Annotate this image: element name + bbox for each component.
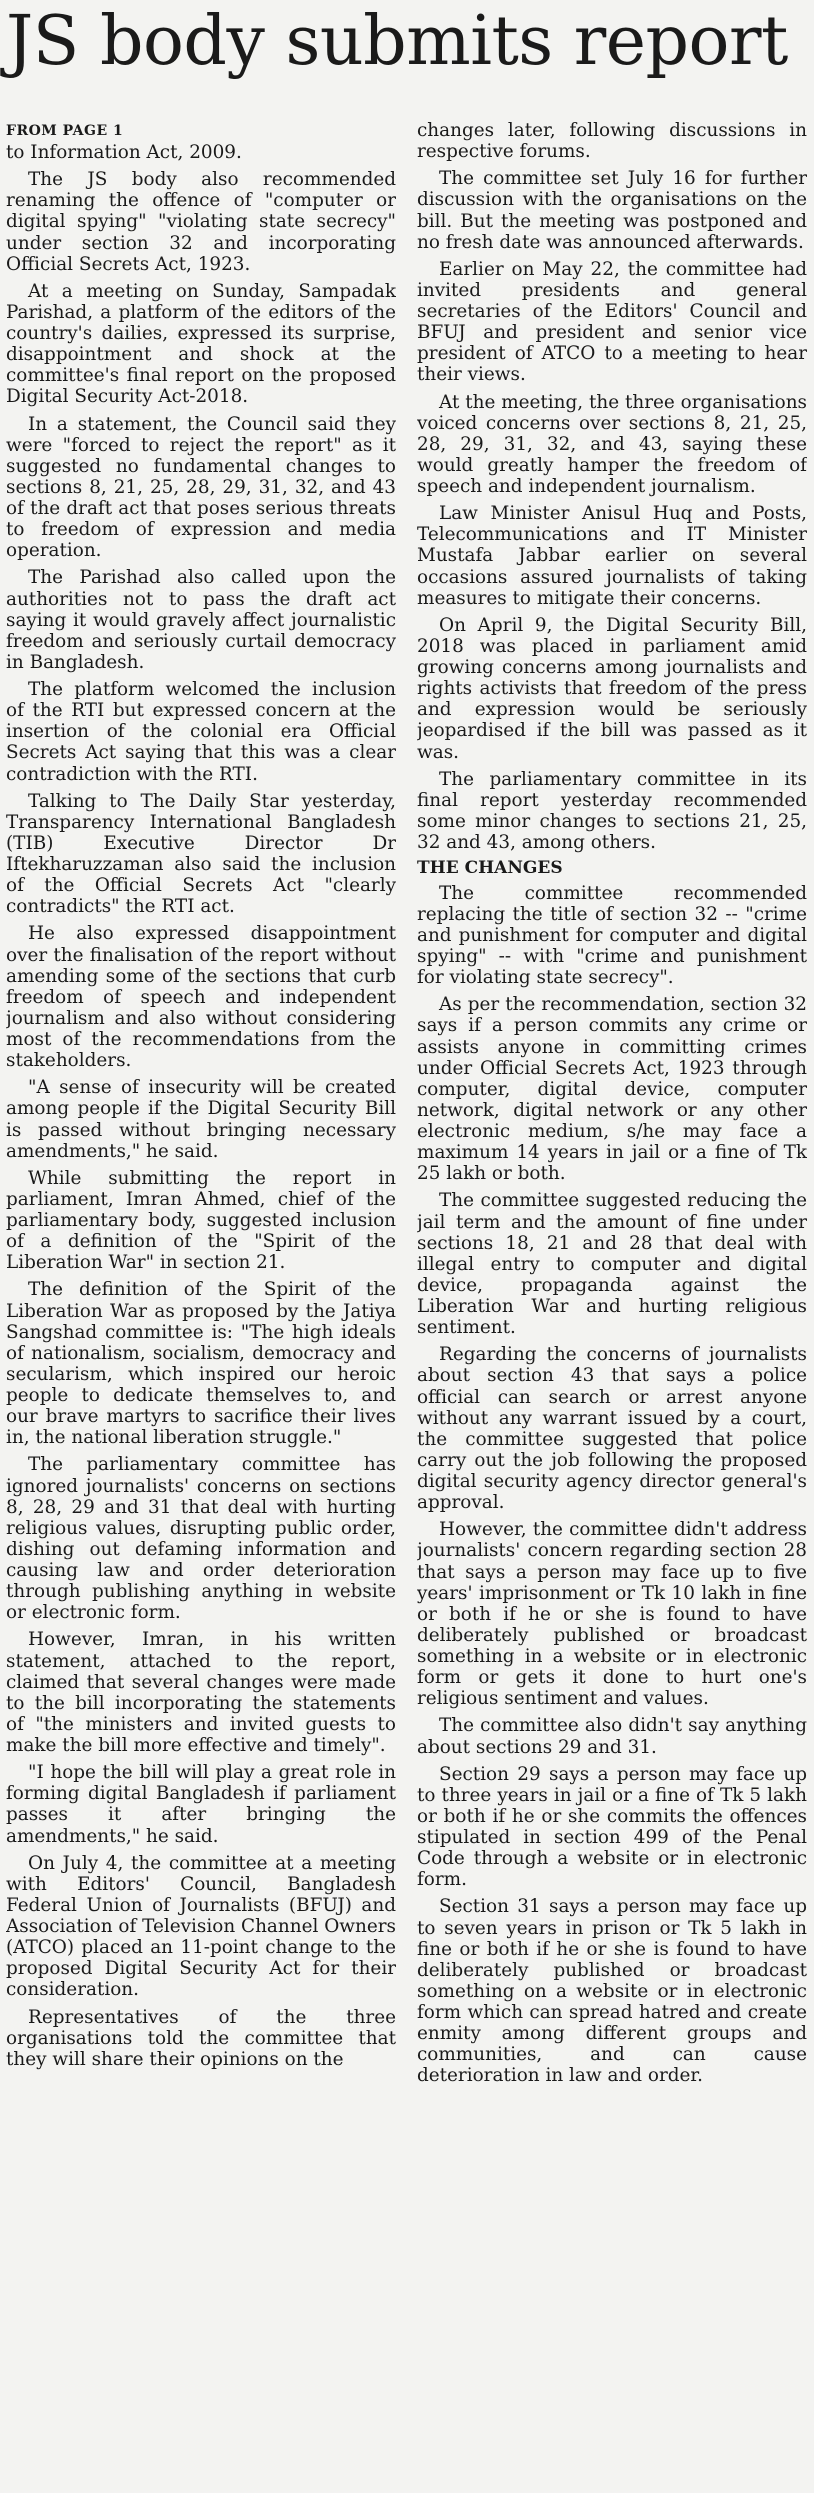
paragraph: The definition of the Spirit of the Liberation War as proposed by the Jatiya Sangshad committee is: "The high ideals of nationalism, socialism, democracy and secularism, which inspired our heroic people to dedicate themselves to, and our brave martyrs to sacrifice their lives in, the national liberation struggle." [6,1279,396,1449]
paragraph: Law Minister Anisul Huq and Posts, Telecommunications and IT Minister Mustafa Jabbar earlier on several occasions assured journalists of taking measures to mitigate their concerns. [417,503,807,609]
headline: JS body submits report [6,2,788,81]
paragraph: "I hope the bill will play a great role in forming digital Bangladesh if parliament passes it after bringing the amendments," he said. [6,1762,396,1847]
paragraph: However, Imran, in his written statement, attached to the report, claimed that several changes were made to the bill incorporating the statements of "the ministers and invited guests to make the bill more effective and timely". [6,1629,396,1756]
paragraph: The parliamentary committee has ignored journalists' concerns on sections 8, 28, 29 and 31 that deal with hurting religious values, disrupting public order, dishing out defaming information and causing law and order deterioration through publishing anything in website or electronic form. [6,1454,396,1624]
paragraph: However, the committee didn't address journalists' concern regarding section 28 that says a person may face up to five years' imprisonment or Tk 10 lakh in fine or both if he or she is found to have deliberately published or broadcast something in a website or in electronic form or gets it done to hurt one's religious sentiment and values. [417,1519,807,1710]
paragraph: While submitting the report in parliament, Imran Ahmed, chief of the parliamentary body, suggested inclusion of a definition of the "Spirit of the Liberation War" in section 21. [6,1167,396,1274]
paragraph: At the meeting, the three organisations voiced concerns over sections 8, 21, 25, 28, 29, 31, 32, and 43, saying these would greatly hamper the freedom of speech and independent journalism. [417,391,807,497]
paragraph: The committee recommended replacing the title of section 32 -- "crime and punishment for computer and digital spying" -- with "crime and punishment for violating state secrecy". [417,882,807,989]
paragraph: The committee suggested reducing the jail term and the amount of fine under sections 18, 21 and 28 that deal with illegal entry to computer and digital device, propaganda against the Liberation War and hurting religious sentiment. [417,1190,807,1339]
paragraph: The JS body also recommended renaming the offence of "computer or digital spying" "violating state secrecy" under section 32 and incorporating Official Secrets Act, 1923. [6,169,396,275]
paragraph: Earlier on May 22, the committee had invited presidents and general secretaries of the Editors' Council and BFUJ and president and senior vice president of ATCO to a meeting to hear their views. [417,258,807,386]
paragraph: The platform welcomed the inclusion of the RTI but expressed concern at the insertion of the colonial era Official Secrets Act saying that this was a clear contradiction with the RTI. [6,679,396,785]
paragraph: On April 9, the Digital Security Bill, 2018 was placed in parliament amid growing concerns among journalists and rights activists that freedom of the press and expression would be seriously jeopardised if the bill was passed as it was. [417,614,807,763]
paragraph: Talking to The Daily Star yesterday, Transparency International Bangladesh (TIB) Executive Director Dr Iftekharuzzaman also said the inclusion of the Official Secrets Act "clearly contradicts" the RTI act. [6,790,396,918]
paragraph: The committee set July 16 for further discussion with the organisations on the bill. But the meeting was postponed and no fresh date was announced afterwards. [417,168,807,253]
article-column-2 [417,120,807,2490]
paragraph: changes later, following discussions in respective forums. [417,120,807,163]
paragraph: As per the recommendation, section 32 says if a person commits any crime or assists anyone in committing crimes under Official Secrets Act, 1923 through computer, digital device, computer network, digital network or any other electronic medium, s/he may face a maximum 14 years in jail or a fine of Tk 25 lakh or both. [417,994,807,1185]
section-subhead: THE CHANGES [417,858,563,879]
paragraph: The parliamentary committee in its final report yesterday recommended some minor changes to sections 21, 25, 32 and 43, among others. [417,768,807,853]
paragraph: Section 29 says a person may face up to three years in jail or a fine of Tk 5 lakh or both if he or she commits the offences stipulated in section 499 of the Penal Code through a website or in electronic form. [417,1763,807,1891]
column-1-body [6,142,396,2070]
paragraph: At a meeting on Sunday, Sampadak Parishad, a platform of the editors of the country's dailies, expressed its surprise, disappointment and shock at the committee's final report on the proposed Digital Security Act-2018. [6,280,396,408]
paragraph: On July 4, the committee at a meeting with Editors' Council, Bangladesh Federal Union of Journalists (BFUJ) and Association of Television Channel Owners (ATCO) placed an 11-point change to the proposed Digital Security Act for their consideration. [6,1852,396,2001]
paragraph: Representatives of the three organisations told the committee that they will share their opinions on the [6,2006,396,2070]
column-2-body-bottom [417,883,807,2087]
column-2-body-top [417,120,807,853]
paragraph: "A sense of insecurity will be created among people if the Digital Security Bill is passed without bringing necessary amendments," he said. [6,1077,396,1162]
paragraph: The committee also didn't say anything about sections 29 and 31. [417,1715,807,1758]
paragraph: Section 31 says a person may face up to seven years in prison or Tk 5 lakh in fine or both if he or she is found to have deliberately published or broadcast something on a website or in electronic form which can spread hatred and create enmity among different groups and communities, and can cause deterioration in law and order. [417,1896,807,2087]
paragraph: In a statement, the Council said they were "forced to reject the report" as it suggested no fundamental changes to sections 8, 21, 25, 28, 29, 31, 32, and 43 of the draft act that poses serious threats to freedom of expression and media operation. [6,413,396,562]
paragraph: He also expressed disappointment over the finalisation of the report without amending some of the sections that curb freedom of speech and independent journalism and also without considering most of the recommendations from the stakeholders. [6,923,396,1072]
continuation-kicker: FROM PAGE 1 [6,123,124,139]
paragraph: to Information Act, 2009. [6,142,242,163]
paragraph: Regarding the concerns of journalists about section 43 that says a police official can search or arrest anyone without any warrant issued by a court, the committee suggested that police carry out the job following the proposed digital security agency director general's approval. [417,1344,807,1514]
article-column-1 [6,120,396,2490]
paragraph: The Parishad also called upon the authorities not to pass the draft act saying it would gravely affect journalistic freedom and seriously curtail democracy in Bangladesh. [6,567,396,673]
